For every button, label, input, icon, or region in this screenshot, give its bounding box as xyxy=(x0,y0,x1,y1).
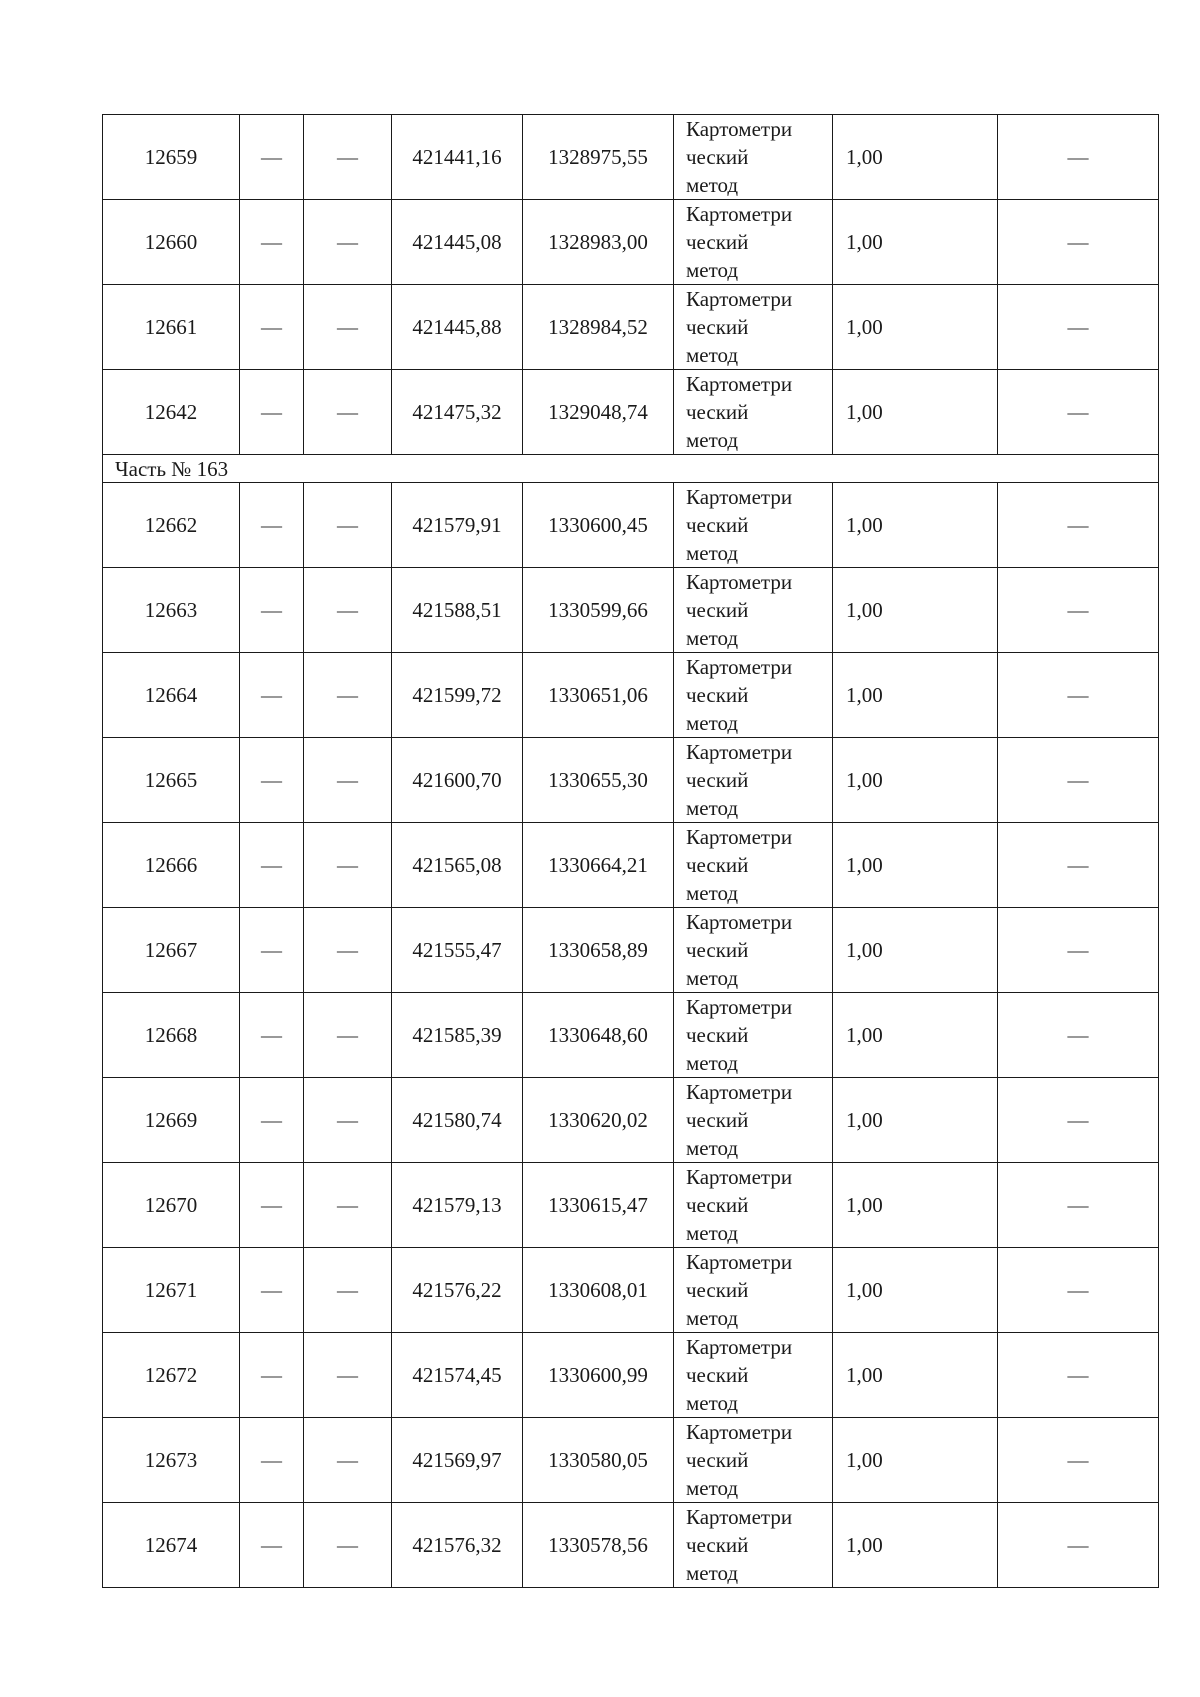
y-coordinate-cell: 1330664,21 xyxy=(523,823,674,908)
table-row xyxy=(103,823,1159,908)
point-number-cell: 12642 xyxy=(103,370,240,455)
y-coordinate-cell: 1328983,00 xyxy=(523,200,674,285)
empty-dash-cell: — xyxy=(304,483,392,568)
method-cell: Картометри ческий метод xyxy=(674,370,833,455)
x-coordinate-cell: 421599,72 xyxy=(392,653,523,738)
x-coordinate-cell: 421441,16 xyxy=(392,115,523,200)
description-cell: — xyxy=(998,653,1159,738)
method-cell: Картометри ческий метод xyxy=(674,200,833,285)
y-coordinate-cell: 1330658,89 xyxy=(523,908,674,993)
empty-dash-cell: — xyxy=(240,653,304,738)
method-cell: Картометри ческий метод xyxy=(674,1248,833,1333)
table-row xyxy=(103,1078,1159,1163)
coordinates-table xyxy=(102,114,1159,1588)
empty-dash-cell: — xyxy=(240,1163,304,1248)
x-coordinate-cell: 421588,51 xyxy=(392,568,523,653)
y-coordinate-cell: 1330580,05 xyxy=(523,1418,674,1503)
empty-dash-cell: — xyxy=(240,285,304,370)
x-coordinate-cell: 421600,70 xyxy=(392,738,523,823)
point-number-cell: 12661 xyxy=(103,285,240,370)
accuracy-cell: 1,00 xyxy=(833,1503,998,1588)
empty-dash-cell: — xyxy=(240,568,304,653)
method-cell: Картометри ческий метод xyxy=(674,908,833,993)
table-row xyxy=(103,1163,1159,1248)
description-cell: — xyxy=(998,993,1159,1078)
y-coordinate-cell: 1330599,66 xyxy=(523,568,674,653)
x-coordinate-cell: 421445,08 xyxy=(392,200,523,285)
point-number-cell: 12666 xyxy=(103,823,240,908)
empty-dash-cell: — xyxy=(304,993,392,1078)
y-coordinate-cell: 1328975,55 xyxy=(523,115,674,200)
method-cell: Картометри ческий метод xyxy=(674,1163,833,1248)
y-coordinate-cell: 1328984,52 xyxy=(523,285,674,370)
empty-dash-cell: — xyxy=(304,285,392,370)
point-number-cell: 12670 xyxy=(103,1163,240,1248)
description-cell: — xyxy=(998,1248,1159,1333)
empty-dash-cell: — xyxy=(240,1078,304,1163)
description-cell: — xyxy=(998,568,1159,653)
point-number-cell: 12664 xyxy=(103,653,240,738)
point-number-cell: 12669 xyxy=(103,1078,240,1163)
table-row xyxy=(103,1333,1159,1418)
description-cell: — xyxy=(998,1503,1159,1588)
table-row xyxy=(103,908,1159,993)
accuracy-cell: 1,00 xyxy=(833,653,998,738)
empty-dash-cell: — xyxy=(240,993,304,1078)
accuracy-cell: 1,00 xyxy=(833,1163,998,1248)
empty-dash-cell: — xyxy=(304,1503,392,1588)
table-row xyxy=(103,1248,1159,1333)
x-coordinate-cell: 421579,91 xyxy=(392,483,523,568)
method-cell: Картометри ческий метод xyxy=(674,738,833,823)
empty-dash-cell: — xyxy=(304,568,392,653)
accuracy-cell: 1,00 xyxy=(833,115,998,200)
method-cell: Картометри ческий метод xyxy=(674,483,833,568)
x-coordinate-cell: 421555,47 xyxy=(392,908,523,993)
y-coordinate-cell: 1329048,74 xyxy=(523,370,674,455)
point-number-cell: 12663 xyxy=(103,568,240,653)
empty-dash-cell: — xyxy=(240,1418,304,1503)
accuracy-cell: 1,00 xyxy=(833,1078,998,1163)
description-cell: — xyxy=(998,908,1159,993)
table-row xyxy=(103,568,1159,653)
empty-dash-cell: — xyxy=(304,115,392,200)
table-row xyxy=(103,993,1159,1078)
description-cell: — xyxy=(998,285,1159,370)
description-cell: — xyxy=(998,115,1159,200)
x-coordinate-cell: 421574,45 xyxy=(392,1333,523,1418)
accuracy-cell: 1,00 xyxy=(833,285,998,370)
description-cell: — xyxy=(998,738,1159,823)
x-coordinate-cell: 421445,88 xyxy=(392,285,523,370)
empty-dash-cell: — xyxy=(240,1503,304,1588)
method-cell: Картометри ческий метод xyxy=(674,1333,833,1418)
accuracy-cell: 1,00 xyxy=(833,823,998,908)
empty-dash-cell: — xyxy=(304,1248,392,1333)
y-coordinate-cell: 1330608,01 xyxy=(523,1248,674,1333)
description-cell: — xyxy=(998,1333,1159,1418)
empty-dash-cell: — xyxy=(304,200,392,285)
description-cell: — xyxy=(998,483,1159,568)
y-coordinate-cell: 1330615,47 xyxy=(523,1163,674,1248)
empty-dash-cell: — xyxy=(240,370,304,455)
point-number-cell: 12667 xyxy=(103,908,240,993)
empty-dash-cell: — xyxy=(304,738,392,823)
x-coordinate-cell: 421585,39 xyxy=(392,993,523,1078)
empty-dash-cell: — xyxy=(304,653,392,738)
empty-dash-cell: — xyxy=(240,200,304,285)
empty-dash-cell: — xyxy=(240,483,304,568)
table-row xyxy=(103,483,1159,568)
table-row xyxy=(103,653,1159,738)
point-number-cell: 12662 xyxy=(103,483,240,568)
description-cell: — xyxy=(998,823,1159,908)
y-coordinate-cell: 1330600,45 xyxy=(523,483,674,568)
x-coordinate-cell: 421569,97 xyxy=(392,1418,523,1503)
accuracy-cell: 1,00 xyxy=(833,370,998,455)
section-title: Часть № 163 xyxy=(103,455,1159,483)
table-row xyxy=(103,370,1159,455)
empty-dash-cell: — xyxy=(240,908,304,993)
method-cell: Картометри ческий метод xyxy=(674,823,833,908)
empty-dash-cell: — xyxy=(240,823,304,908)
table-row xyxy=(103,115,1159,200)
point-number-cell: 12673 xyxy=(103,1418,240,1503)
method-cell: Картометри ческий метод xyxy=(674,1503,833,1588)
point-number-cell: 12659 xyxy=(103,115,240,200)
accuracy-cell: 1,00 xyxy=(833,908,998,993)
point-number-cell: 12660 xyxy=(103,200,240,285)
method-cell: Картометри ческий метод xyxy=(674,285,833,370)
table-row xyxy=(103,1503,1159,1588)
empty-dash-cell: — xyxy=(304,1418,392,1503)
x-coordinate-cell: 421579,13 xyxy=(392,1163,523,1248)
table-body xyxy=(103,115,1159,1588)
accuracy-cell: 1,00 xyxy=(833,738,998,823)
x-coordinate-cell: 421576,32 xyxy=(392,1503,523,1588)
accuracy-cell: 1,00 xyxy=(833,1333,998,1418)
empty-dash-cell: — xyxy=(240,738,304,823)
method-cell: Картометри ческий метод xyxy=(674,993,833,1078)
description-cell: — xyxy=(998,1078,1159,1163)
empty-dash-cell: — xyxy=(304,823,392,908)
method-cell: Картометри ческий метод xyxy=(674,1418,833,1503)
description-cell: — xyxy=(998,200,1159,285)
accuracy-cell: 1,00 xyxy=(833,993,998,1078)
point-number-cell: 12672 xyxy=(103,1333,240,1418)
y-coordinate-cell: 1330600,99 xyxy=(523,1333,674,1418)
accuracy-cell: 1,00 xyxy=(833,568,998,653)
description-cell: — xyxy=(998,1418,1159,1503)
y-coordinate-cell: 1330648,60 xyxy=(523,993,674,1078)
accuracy-cell: 1,00 xyxy=(833,200,998,285)
method-cell: Картометри ческий метод xyxy=(674,115,833,200)
section-header-row xyxy=(103,455,1159,483)
accuracy-cell: 1,00 xyxy=(833,1248,998,1333)
empty-dash-cell: — xyxy=(304,908,392,993)
table-row xyxy=(103,285,1159,370)
x-coordinate-cell: 421475,32 xyxy=(392,370,523,455)
accuracy-cell: 1,00 xyxy=(833,1418,998,1503)
point-number-cell: 12671 xyxy=(103,1248,240,1333)
point-number-cell: 12674 xyxy=(103,1503,240,1588)
y-coordinate-cell: 1330620,02 xyxy=(523,1078,674,1163)
empty-dash-cell: — xyxy=(304,1078,392,1163)
table-row xyxy=(103,738,1159,823)
empty-dash-cell: — xyxy=(304,370,392,455)
point-number-cell: 12665 xyxy=(103,738,240,823)
empty-dash-cell: — xyxy=(304,1163,392,1248)
accuracy-cell: 1,00 xyxy=(833,483,998,568)
method-cell: Картометри ческий метод xyxy=(674,568,833,653)
empty-dash-cell: — xyxy=(240,1333,304,1418)
y-coordinate-cell: 1330578,56 xyxy=(523,1503,674,1588)
method-cell: Картометри ческий метод xyxy=(674,653,833,738)
point-number-cell: 12668 xyxy=(103,993,240,1078)
method-cell: Картометри ческий метод xyxy=(674,1078,833,1163)
x-coordinate-cell: 421565,08 xyxy=(392,823,523,908)
x-coordinate-cell: 421576,22 xyxy=(392,1248,523,1333)
x-coordinate-cell: 421580,74 xyxy=(392,1078,523,1163)
table-row xyxy=(103,1418,1159,1503)
description-cell: — xyxy=(998,1163,1159,1248)
empty-dash-cell: — xyxy=(304,1333,392,1418)
description-cell: — xyxy=(998,370,1159,455)
empty-dash-cell: — xyxy=(240,115,304,200)
y-coordinate-cell: 1330651,06 xyxy=(523,653,674,738)
y-coordinate-cell: 1330655,30 xyxy=(523,738,674,823)
table-row xyxy=(103,200,1159,285)
empty-dash-cell: — xyxy=(240,1248,304,1333)
